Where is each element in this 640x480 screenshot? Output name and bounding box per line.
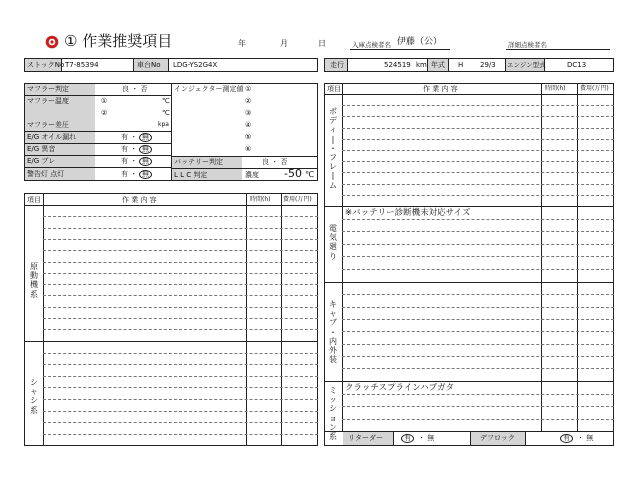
difflock-divider-left <box>470 431 471 446</box>
engine-value: DC13 <box>567 61 587 69</box>
ruled-line <box>342 231 614 232</box>
oil-leak-yes: 有 ・ <box>121 133 138 141</box>
left-work-table <box>24 193 318 446</box>
ruled-line <box>342 319 614 320</box>
era-value: H <box>458 61 464 69</box>
inspector-underline <box>350 49 450 50</box>
left-col-item: 項目 <box>27 196 41 204</box>
detail-inspector-underline <box>506 49 610 50</box>
concentration-unit: ℃ <box>305 170 314 179</box>
left-col-line <box>281 193 282 446</box>
ruled-line <box>43 387 318 388</box>
right-col-cost: 費用(万円) <box>580 85 609 92</box>
checks-row-line <box>24 167 171 168</box>
day-label: 日 <box>318 39 326 48</box>
ruled-line <box>342 105 614 106</box>
ruled-line <box>43 250 318 251</box>
mileage-value: 524519 <box>384 61 411 69</box>
muffler-diff-label: マフラー差圧 <box>27 121 69 129</box>
inspector-label: 入庫点検者名 <box>352 41 391 49</box>
vehicle-value: LDG-YS2G4X <box>173 61 218 69</box>
ruled-line <box>43 239 318 240</box>
injector-3: ③ <box>245 109 252 117</box>
difflock-yes-circled: 有 <box>560 434 573 443</box>
oil-leak-label: E/G オイル漏れ <box>27 133 77 141</box>
ruled-line <box>43 422 318 423</box>
right-section-cab: キ ャ ブ ・ 内 外 装 <box>329 300 337 365</box>
noise-yes: 有 ・ <box>121 145 138 153</box>
checks-row-line <box>24 155 171 156</box>
noise-none-circled: 無 <box>139 145 152 154</box>
month-label: 月 <box>280 39 288 48</box>
ruled-line <box>342 195 614 196</box>
ruled-line <box>342 161 614 162</box>
right-col-item: 項目 <box>327 85 341 93</box>
ruled-line <box>342 331 614 332</box>
stock-value: T7-85394 <box>65 61 99 69</box>
ruled-line <box>342 356 614 357</box>
left-col-line <box>246 193 247 446</box>
left-section-chassis: シ ャ シ 系 <box>30 378 38 415</box>
inspector-name: 伊藤（公） <box>397 37 443 47</box>
ruled-line <box>43 376 318 377</box>
ruled-line <box>43 273 318 274</box>
ruled-line <box>43 353 318 354</box>
ruled-line <box>43 216 318 217</box>
detail-inspector-label: 詳細点検者名 <box>508 41 547 49</box>
year-label: 年 <box>238 39 246 48</box>
checks-row-line <box>24 95 171 96</box>
ruled-line <box>342 406 614 407</box>
right-col-time: 時間(h) <box>545 85 566 92</box>
checks-row-line <box>24 131 171 132</box>
checks-row-line <box>24 143 171 144</box>
right-header-line <box>324 94 614 95</box>
ruled-line <box>43 434 318 435</box>
ruled-line <box>342 184 614 185</box>
difflock-no: ・ 無 <box>577 434 594 442</box>
ruled-line <box>342 394 614 395</box>
shake-yes: 有 ・ <box>121 157 138 165</box>
ruled-line <box>43 329 318 330</box>
retarder-no: ・ 無 <box>418 434 435 442</box>
muffler-diff-unit: kpa <box>158 121 169 128</box>
left-col-cost: 費用(万円) <box>283 196 312 203</box>
right-col-content: 作 業 内 容 <box>423 85 458 93</box>
retarder-label: リターダー <box>348 434 383 442</box>
right-section-mission: ミ ッ シ ョ ン 系 <box>329 386 337 441</box>
injector-6: ⑥ <box>245 145 252 153</box>
ruled-line <box>342 139 614 140</box>
injector-5: ⑤ <box>245 133 252 141</box>
muffler-judge-label: マフラー判定 <box>27 85 69 93</box>
warning-lamp-label: 警告灯 点灯 <box>27 170 65 178</box>
ruled-line <box>43 295 318 296</box>
ruled-line <box>43 364 318 365</box>
shake-label: E/G ブレ <box>27 157 56 165</box>
right-section-electric: 電 気 廻 り <box>329 224 337 261</box>
ruled-line <box>342 219 614 220</box>
difflock-divider-right <box>525 431 526 446</box>
battery-row-line <box>171 156 318 157</box>
retarder-divider <box>393 431 394 446</box>
ruled-line <box>342 172 614 173</box>
right-section-body: ボ デ ィ | ・ フ レ | ム <box>329 107 337 190</box>
battery-value: 良 ・ 否 <box>262 158 288 166</box>
muffler-temp-label: マフラー温度 <box>27 97 69 105</box>
ruled-line <box>43 307 318 308</box>
model-year-value: 29/3 <box>480 61 496 69</box>
ruled-line <box>342 419 614 420</box>
mission-note: クラッチスプラインハブガタ <box>345 383 455 393</box>
concentration-value: -50 <box>284 167 302 180</box>
muffler-temp-1-unit: ℃ <box>162 97 170 105</box>
noise-label: E/G 異音 <box>27 145 56 153</box>
stock-label: ストックNo <box>27 61 65 69</box>
ruled-line <box>342 256 614 257</box>
ruled-line <box>342 307 614 308</box>
injector-label: インジェクター測定値 <box>174 85 244 93</box>
right-section-line <box>324 206 614 207</box>
ruled-line <box>43 399 318 400</box>
left-section-engine: 原 動 機 系 <box>30 262 38 299</box>
concentration-label: 濃度 <box>245 171 259 179</box>
ruled-line <box>342 294 614 295</box>
muffler-temp-2: ② <box>101 109 108 117</box>
injector-1: ① <box>245 85 252 93</box>
ruled-line <box>342 344 614 345</box>
right-section-line <box>324 381 614 382</box>
ruled-line <box>342 368 614 369</box>
warning-lamp-none-circled: 無 <box>139 170 152 179</box>
ruled-line <box>342 244 614 245</box>
ruled-line <box>342 128 614 129</box>
logo-icon <box>45 35 59 49</box>
mileage-label: 走行 <box>330 61 344 69</box>
injector-2: ② <box>245 97 252 105</box>
right-section-line <box>324 282 614 283</box>
ruled-line <box>342 269 614 270</box>
vehicle-label: 車台No <box>137 61 161 69</box>
ruled-line <box>43 411 318 412</box>
mileage-unit: km <box>416 61 427 69</box>
model-year-label: 年式 <box>431 61 445 69</box>
ruled-line <box>43 284 318 285</box>
injector-4: ④ <box>245 121 252 129</box>
left-header-line <box>24 205 318 206</box>
left-section-line <box>24 341 318 342</box>
engine-label: エンジン型式 <box>507 61 546 69</box>
checks-divider <box>171 83 172 181</box>
electric-note: ※バッテリー診断機未対応サイズ <box>345 208 471 218</box>
left-col-time: 時間(h) <box>250 196 271 203</box>
ruled-line <box>342 150 614 151</box>
llc-label: L L C 判定 <box>174 171 208 179</box>
battery-label: バッテリー判定 <box>174 158 223 166</box>
page-title: ① 作業推奨項目 <box>64 32 173 50</box>
ruled-line <box>43 228 318 229</box>
oil-leak-none-circled: 無 <box>139 133 152 142</box>
left-col-content: 作 業 内 容 <box>122 196 157 204</box>
retarder-yes-circled: 有 <box>401 434 414 443</box>
difflock-label: デフロック <box>480 434 515 442</box>
muffler-temp-2-unit: ℃ <box>162 109 170 117</box>
ruled-line <box>43 262 318 263</box>
shake-none-circled: 無 <box>139 157 152 166</box>
ruled-line <box>43 318 318 319</box>
left-col-line <box>43 193 44 446</box>
muffler-temp-1: ① <box>101 97 108 105</box>
warning-lamp-yes: 有 ・ <box>121 170 138 178</box>
ruled-line <box>342 116 614 117</box>
muffler-judge-value: 良 ・ 否 <box>122 85 148 93</box>
